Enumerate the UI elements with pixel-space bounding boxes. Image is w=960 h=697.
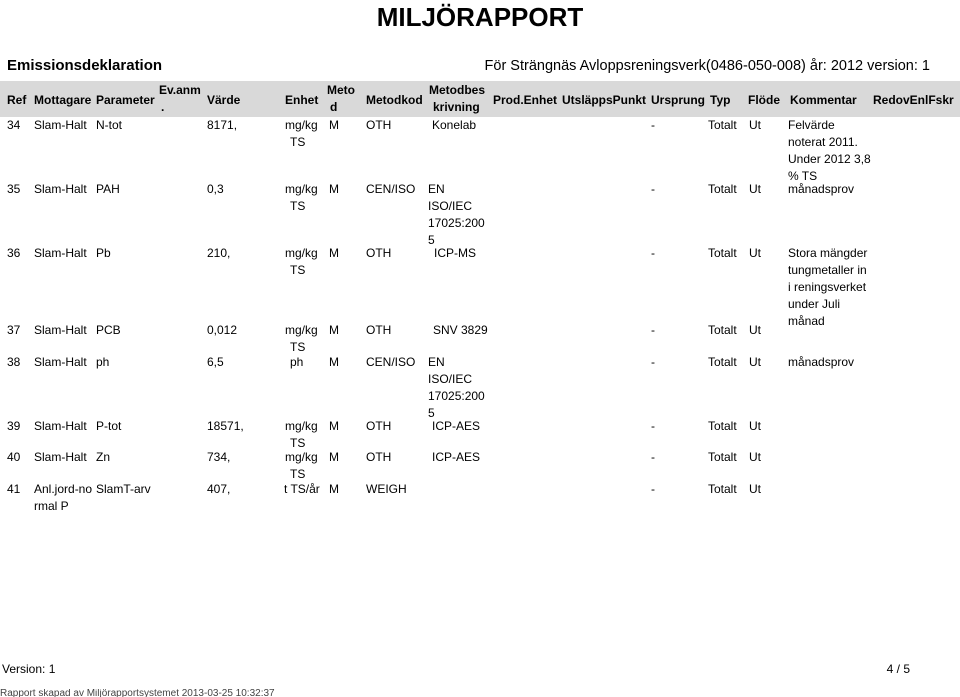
cell-enhet: ph — [290, 355, 304, 369]
cell-meto: M — [329, 355, 339, 369]
cell-mottagare: Slam-Halt — [34, 450, 87, 464]
cell-parameter: P-tot — [96, 419, 122, 433]
footer-cutoff — [0, 689, 320, 697]
cell-flode: Ut — [749, 355, 761, 369]
cell-typ: Totalt — [708, 118, 737, 132]
cell-typ: Totalt — [708, 482, 737, 496]
cell-varde: 407, — [207, 482, 231, 496]
cell-varde: 18571, — [207, 419, 244, 433]
header-evanm-dot: . — [161, 100, 165, 114]
cell-meto: M — [329, 450, 339, 464]
cell-kommentar-4: under Juli — [788, 297, 841, 311]
cell-enhet: mg/kg — [285, 118, 318, 132]
cell-flode: Ut — [749, 450, 761, 464]
header-metod-2: d — [330, 100, 338, 114]
cell-ref: 36 — [7, 246, 21, 260]
cell-flode: Ut — [749, 419, 761, 433]
cell-metodkod: CEN/ISO — [366, 355, 416, 369]
cell-parameter: PAH — [96, 182, 120, 196]
cell-kommentar: Felvärde — [788, 118, 835, 132]
cell-varde: 6,5 — [207, 355, 224, 369]
cell-enhet-2: TS — [290, 199, 306, 213]
header-ref: Ref — [7, 93, 27, 107]
cell-metodkod: OTH — [366, 323, 392, 337]
cell-meto: M — [329, 482, 339, 496]
cell-kommentar-3: Under 2012 3,8 — [788, 152, 871, 166]
cell-metodbeskrivning: EN — [428, 182, 445, 196]
cell-enhet-2: TS — [290, 135, 306, 149]
cell-enhet: mg/kg — [285, 246, 318, 260]
cell-flode: Ut — [749, 118, 761, 132]
cell-metodbeskrivning-2: ISO/IEC — [428, 199, 473, 213]
cell-metodkod: OTH — [366, 118, 392, 132]
cell-meto: M — [329, 419, 339, 433]
cell-varde: 210, — [207, 246, 231, 260]
cell-parameter: N-tot — [96, 118, 123, 132]
cell-prodenhet: - — [651, 246, 655, 260]
cell-metodkod: OTH — [366, 246, 392, 260]
cell-typ: Totalt — [708, 450, 737, 464]
cell-varde: 0,012 — [207, 323, 238, 337]
cell-ref: 39 — [7, 419, 21, 433]
report-for: För Strängnäs Avloppsreningsverk(0486-050-008) år: 2012 version: 1 — [484, 58, 930, 74]
cell-varde: 734, — [207, 450, 231, 464]
header-metodbeskrivning-2: krivning — [433, 100, 480, 114]
cell-ref: 34 — [7, 118, 21, 132]
cell-prodenhet: - — [651, 182, 655, 196]
cell-flode: Ut — [749, 482, 761, 496]
cell-metodkod: WEIGH — [366, 482, 407, 496]
footer-cutoff-text: Rapport skapad av Miljörapportsystemet 2013-03-25 10:32:37 — [0, 689, 275, 697]
header-varde: Värde — [207, 93, 241, 107]
cell-mottagare: Slam-Halt — [34, 323, 87, 337]
footer-version: Version: 1 — [2, 662, 56, 676]
header-evanm: Ev.anm — [159, 83, 201, 97]
header-kommentar: Kommentar — [790, 93, 857, 107]
cell-meto: M — [329, 182, 339, 196]
header-redovenlfskr: RedovEnlFskr — [873, 93, 954, 107]
cell-ref: 38 — [7, 355, 21, 369]
cell-enhet: mg/kg — [285, 450, 318, 464]
cell-typ: Totalt — [708, 182, 737, 196]
header-parameter: Parameter — [96, 93, 155, 107]
cell-prodenhet: - — [651, 450, 655, 464]
cell-varde: 0,3 — [207, 182, 224, 196]
cell-metodkod: CEN/ISO — [366, 182, 416, 196]
cell-metodbeskrivning-2: ISO/IEC — [428, 372, 473, 386]
cell-enhet-2: TS — [290, 263, 306, 277]
cell-prodenhet: - — [651, 355, 655, 369]
cell-enhet-2: TS — [290, 436, 306, 450]
cell-kommentar-2: tungmetaller in — [788, 263, 867, 277]
cell-kommentar-4: % TS — [788, 169, 818, 183]
cell-mottagare: Slam-Halt — [34, 182, 87, 196]
cell-metodbeskrivning-4: 5 — [428, 406, 435, 420]
cell-metodbeskrivning: EN — [428, 355, 445, 369]
cell-enhet: mg/kg — [285, 182, 318, 196]
header-metodkod: Metodkod — [366, 93, 423, 107]
cell-prodenhet: - — [651, 118, 655, 132]
header-ursprung: Ursprung — [651, 93, 705, 107]
cell-metodbeskrivning-4: 5 — [428, 233, 435, 247]
cell-prodenhet: - — [651, 482, 655, 496]
cell-metodkod: OTH — [366, 450, 392, 464]
cell-metodbeskrivning-3: 17025:200 — [428, 389, 485, 403]
cell-metodbeskrivning-3: 17025:200 — [428, 216, 485, 230]
cell-flode: Ut — [749, 246, 761, 260]
cell-flode: Ut — [749, 182, 761, 196]
cell-ref: 40 — [7, 450, 21, 464]
cell-mottagare: Slam-Halt — [34, 419, 87, 433]
cell-enhet-2: TS — [290, 467, 306, 481]
cell-ref: 41 — [7, 482, 21, 496]
report-title: MILJÖRAPPORT — [376, 2, 584, 32]
section-title: Emissionsdeklaration — [7, 57, 163, 74]
header-metod: Meto — [327, 83, 355, 97]
cell-metodbeskrivning: ICP-MS — [434, 246, 476, 260]
cell-kommentar-3: i reningsverket — [788, 280, 867, 294]
cell-enhet: mg/kg — [285, 323, 318, 337]
cell-metodkod: OTH — [366, 419, 392, 433]
cell-mottagare: Anl.jord-no — [34, 482, 93, 496]
cell-varde: 8171, — [207, 118, 238, 132]
footer-page-number: 4 / 5 — [886, 662, 910, 676]
cell-metodbeskrivning: ICP-AES — [432, 450, 481, 464]
cell-typ: Totalt — [708, 355, 737, 369]
cell-prodenhet: - — [651, 323, 655, 337]
cell-metodbeskrivning: Konelab — [432, 118, 477, 132]
cell-meto: M — [329, 246, 339, 260]
cell-parameter: PCB — [96, 323, 121, 337]
cell-typ: Totalt — [708, 323, 737, 337]
cell-ref: 37 — [7, 323, 21, 337]
header-enhet: Enhet — [285, 93, 319, 107]
cell-kommentar: månadsprov — [788, 355, 855, 369]
cell-typ: Totalt — [708, 419, 737, 433]
cell-mottagare-2: rmal P — [34, 499, 69, 513]
cell-flode: Ut — [749, 323, 761, 337]
cell-metodbeskrivning: SNV 3829 — [433, 323, 488, 337]
header-mottagare: Mottagare — [34, 93, 92, 107]
cell-enhet: mg/kg — [285, 419, 318, 433]
cell-kommentar: Stora mängder — [788, 246, 868, 260]
cell-parameter: SlamT-arv — [96, 482, 151, 496]
cell-prodenhet: - — [651, 419, 655, 433]
cell-metodbeskrivning: ICP-AES — [432, 419, 481, 433]
header-utslappspunkt: UtsläppsPunkt — [562, 93, 647, 107]
header-typ: Typ — [710, 93, 731, 107]
cell-ref: 35 — [7, 182, 21, 196]
cell-kommentar-5: månad — [788, 314, 825, 328]
cell-mottagare: Slam-Halt — [34, 355, 87, 369]
cell-parameter: Pb — [96, 246, 111, 260]
header-flode: Flöde — [748, 93, 780, 107]
cell-meto: M — [329, 118, 339, 132]
header-prodenhet: Prod.Enhet — [493, 93, 558, 107]
cell-typ: Totalt — [708, 246, 737, 260]
cell-meto: M — [329, 323, 339, 337]
table-header — [0, 81, 960, 117]
cell-mottagare: Slam-Halt — [34, 246, 87, 260]
cell-enhet-2: TS — [290, 340, 306, 354]
cell-parameter: ph — [96, 355, 110, 369]
cell-kommentar-2: noterat 2011. — [788, 135, 858, 149]
cell-kommentar: månadsprov — [788, 182, 855, 196]
cell-enhet: t TS/år — [284, 482, 320, 496]
cell-parameter: Zn — [96, 450, 111, 464]
header-metodbeskrivning: Metodbes — [429, 83, 486, 97]
cell-mottagare: Slam-Halt — [34, 118, 87, 132]
